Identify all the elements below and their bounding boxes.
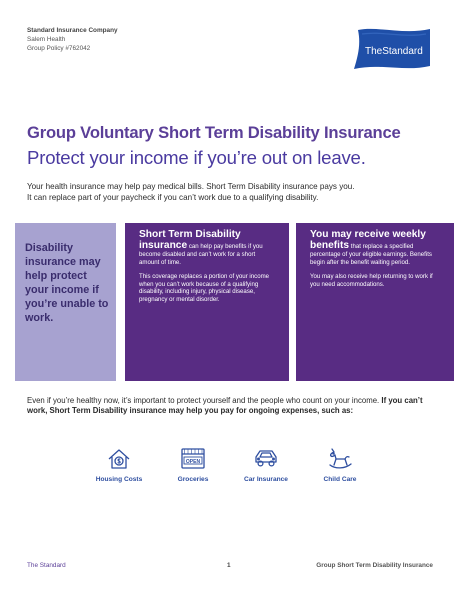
benefits-panel-heading: You may receive weekly benefits [310, 229, 426, 251]
rocking-horse-icon [310, 446, 370, 472]
std-panel-paragraph: This coverage replaces a portion of your income when you can’t work because of a qualifying disability, including injury, physical disease, pregnancy or mental disorder. [139, 273, 270, 303]
benefits-panel-paragraph: You may also receive help returning to work if you need accommodations. [310, 273, 433, 288]
expense-car-insurance [236, 446, 296, 484]
intro-line-2: It can replace part of your paycheck if you can’t work due to a qualifying disability. [27, 193, 319, 202]
expenses-paragraph-bold: If you can’t work, Short Term Disability insurance may help you pay for ongoing expenses, such as: [27, 396, 423, 416]
open-sign-text: OPEN [185, 458, 201, 465]
company-name: Standard Insurance Company [27, 27, 118, 34]
the-standard-logo [352, 26, 434, 72]
expense-label: Child Care [323, 476, 357, 483]
benefits-panel-intro [310, 230, 442, 266]
footer-brand: The Standard [27, 562, 66, 569]
benefits-panel-heading-rest: that replace a specified percentage of your eligible earnings. Benefits begin after the benefit waiting period. [310, 242, 432, 266]
car-icon [236, 446, 296, 472]
client-name: Salem Health [27, 36, 66, 43]
callout-text: Disability insurance may help protect your income if you’re unable to work. [25, 242, 109, 324]
expense-label: Car Insurance [244, 476, 288, 483]
std-panel-heading-rest: can help pay benefits if you become disabled and can’t work for a short amount of time. [139, 242, 263, 266]
std-info-panel [125, 223, 289, 381]
intro-line-1: Your health insurance may help pay medical bills. Short Term Disability insurance pays you. [27, 182, 355, 191]
expense-child-care [310, 446, 370, 484]
store-open-icon [163, 446, 223, 472]
policy-number: Group Policy #762042 [27, 45, 91, 52]
page-number: 1 [227, 562, 231, 569]
expense-label: Housing Costs [95, 476, 143, 483]
intro-paragraph [27, 181, 437, 203]
std-panel-intro [139, 230, 277, 266]
page-subtitle: Protect your income if you’re out on leave. [27, 147, 366, 168]
page-title: Group Voluntary Short Term Disability Insurance [27, 123, 401, 142]
expense-groceries [163, 446, 223, 484]
expenses-paragraph-normal: Even if you’re healthy now, it’s important to protect yourself and the people who count on your income. [27, 396, 380, 405]
footer-document-title: Group Short Term Disability Insurance [316, 562, 433, 569]
expenses-paragraph [27, 396, 439, 417]
std-panel-heading: Short Term Disability insurance [139, 229, 241, 251]
document-header [27, 26, 118, 53]
expense-housing [89, 446, 149, 484]
logo-wordmark: TheStandard [365, 46, 423, 57]
benefits-info-panel [296, 223, 454, 381]
house-dollar-icon [89, 446, 149, 472]
callout-box [15, 223, 116, 381]
expense-label: Groceries [177, 476, 209, 483]
